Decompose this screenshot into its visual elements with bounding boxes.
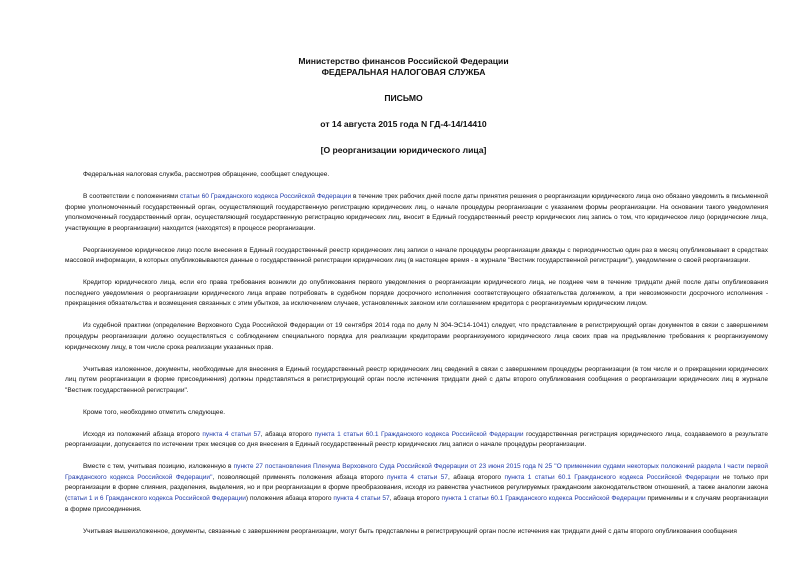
paragraph-text: Из судебной практики (определение Верховного Суда Российской Федерации от 19 сентября 2014 года по делу N 304-ЭС14-1041) следует, что представление в регистрирующий орган документов в связи с завершением процедуры реорганизации должно осуществляться с соблюдением специального порядка для реализации кредиторами реорганизуемого юридического лица своих прав на предъявление требования к реорганизуемому юридическому лицу, в том числе срока реализации указанных прав. [65,322,768,351]
paragraph-6 [65,365,768,397]
law-link[interactable]: статьи 60 Гражданского кодекса Российской Федерации [179,193,352,201]
paragraph-text: применимы и к случаям реорганизации в форме присоединения. [65,495,768,513]
paragraph-1 [65,170,768,181]
paragraph-text: Учитывая изложенное, документы, необходимые для внесения в Единый государственный реестр юридических лиц сведений в связи с завершением процедуры реорганизации (в том числе и о прекращении юридических лиц путем реорганизации в форме присоединения) должны представляться в регистрирующий орган после истечения тридцати дней с даты второго опубликования сообщения о реорганизации юридических лиц в журнале "Вестник государственной регистрации". [65,365,768,394]
document-type: ПИСЬМО [384,93,423,103]
paragraph-text: , абзаца второго [389,495,442,503]
paragraph-8 [65,430,768,451]
paragraph-4 [65,278,768,310]
paragraph-text: не только при реорганизации в форме слияния, разделения, выделения, но и при реорганизации в форме преобразования, исходя из равенства участников регулируемых гражданским законодательством отношений, а также аналогии закона ( [65,473,769,503]
law-link[interactable]: пункта 4 статьи 57 [202,430,261,438]
paragraph-text: Кроме того, необходимо отметить следующее. [83,408,226,416]
law-link[interactable]: пункта 4 статьи 57 [387,473,448,481]
ministry-name: Министерство финансов Российской Федерации [298,56,509,66]
law-link[interactable]: пункта 1 статьи 60.1 Гражданского кодекса Российской Федерации [441,495,646,503]
paragraph-3 [65,246,768,267]
paragraph-text: государственная регистрация юридического лица, создаваемого в результате реорганизации, допускается по истечении трех месяцев со дня внесения в Единый государственный реестр юридических лиц записи о начале процедуры реорганизации. [65,430,768,449]
law-link[interactable]: статьи 1 и 6 Гражданского кодекса Российской Федерации [67,495,246,503]
document-body [65,170,768,549]
paragraph-text: В соответствии с положениями [83,193,180,201]
paragraph-text: Реорганизуемое юридическое лицо после внесения в Единый государственный реестр юридических лиц записи о начале процедуры реорганизации дважды с периодичностью один раз в месяц опубликовывает в средствах массовой информации, в которых опубликовываются данные о государственной регистрации юридических лиц (в настоящее время - в журнале "Вестник государственной регистрации"), уведомление о своей реорганизации. [65,246,768,265]
document-header [0,56,807,156]
paragraph-text: Кредитор юридического лица, если его права требования возникли до опубликования первого уведомления о реорганизации юридического лица, не позднее чем в течение тридцати дней после даты опубликования последнего уведомления о реорганизации юридического лица вправе потребовать в судебном порядке досрочного исполнения соответствующего обязательства должником, а при невозможности досрочного исполнения - прекращения обязательства и возмещения связанных с этим убытков, за исключением случаев, установленных законом или соглашением кредитора с реорганизуемым юридическим лицом. [65,279,768,308]
law-link[interactable]: пункте 27 постановления Пленума Верховного Суда Российской Федерации от 23 июня 2015 года N 25 "О применении судами некоторых положений раздела I части первой Гражданского кодекса Российской Федерации" [65,463,768,481]
paragraph-text: , позволяющей применять положения абзаца второго [212,473,388,481]
paragraph-text: Учитывая вышеизложенное, документы, связанные с завершением реорганизации, могут быть представлены в регистрирующий орган после истечения как тридцати дней с даты второго опубликования сообщения [83,527,737,535]
law-link[interactable]: пункта 1 статьи 60.1 Гражданского кодекса Российской Федерации [314,430,524,438]
paragraph-text: , абзаца второго [447,473,505,481]
document-subject: [О реорганизации юридического лица] [320,145,487,155]
service-name: ФЕДЕРАЛЬНАЯ НАЛОГОВАЯ СЛУЖБА [321,67,486,77]
paragraph-text: Исходя из положений абзаца второго [83,430,203,438]
paragraph-2 [65,192,768,234]
paragraph-text: ) положения абзаца второго [245,495,334,503]
paragraph-10 [65,527,768,538]
paragraph-7 [65,408,768,419]
paragraph-text: , абзаца второго [260,430,315,438]
law-link[interactable]: пункта 1 статьи 60.1 Гражданского кодекса Российской Федерации [504,473,720,481]
paragraph-9 [65,462,768,515]
document-reference: от 14 августа 2015 года N ГД-4-14/14410 [320,119,487,129]
law-link[interactable]: пункта 4 статьи 57 [333,495,390,503]
paragraph-text: Вместе с тем, учитывая позицию, изложенную в [83,463,234,471]
paragraph-text: в течение трех рабочих дней после даты принятия решения о реорганизации юридического лица оно обязано уведомить в письменной форме уполномоченный государственный орган, осуществляющий государственную регистрацию юридических лиц, о начале процедуры реорганизации с указанием формы реорганизации. На основании такого уведомления уполномоченный государственный орган, осуществляющий государственную регистрацию юридических лиц, вносит в Единый государственный реестр юридических лиц запись о том, что юридическое лицо (юридические лица, участвующие в реорганизации) находится (находятся) в процессе реорганизации. [65,193,769,232]
paragraph-5 [65,321,768,353]
paragraph-text: Федеральная налоговая служба, рассмотрев обращение, сообщает следующее. [83,171,330,178]
